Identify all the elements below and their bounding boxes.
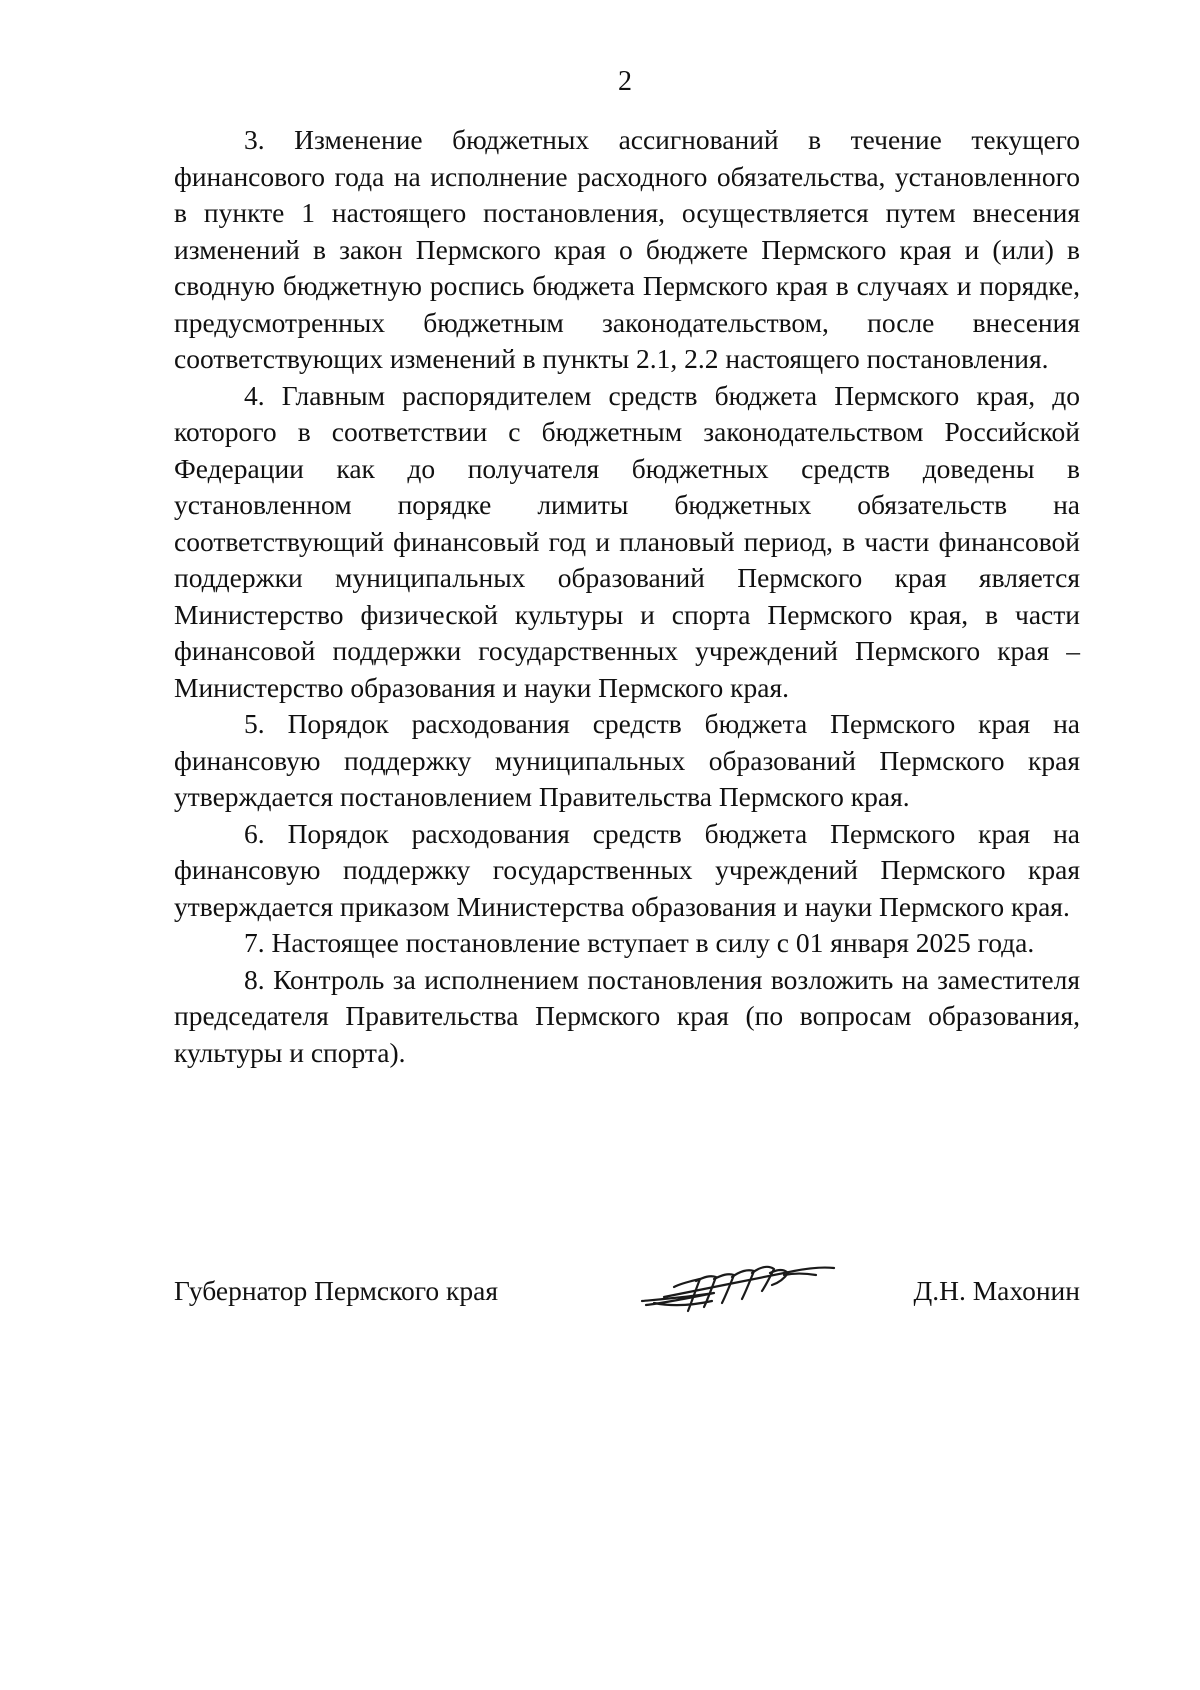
- document-body: [174, 122, 1080, 1071]
- signatory-title: Губернатор Пермского края: [174, 1275, 498, 1306]
- paragraph-7: 7. Настоящее постановление вступает в силу с 01 января 2025 года.: [244, 927, 1035, 958]
- signatory-name: Д.Н. Махонин: [913, 1275, 1080, 1306]
- paragraph-6: 6. Порядок расходования средств бюджета Пермского края на финансовую поддержку государственных учреждений Пермского края утверждается приказом Министерства образования и науки Пермского края.: [174, 817, 1080, 922]
- signature-block: [174, 1265, 1080, 1315]
- paragraph-4: 4. Главным распорядителем средств бюджета Пермского края, до которого в соответствии с бюджетным законодательством Российской Федерации как до получателя бюджетных средств доведены в установленном порядке лимиты бюджетных обязательств на соответствующий финансовый год и плановый период, в части финансовой поддержки муниципальных образований Пермского края является Министерство физической культуры и спорта Пермского края, в части финансовой поддержки государственных учреждений Пермского края – Министерство образования и науки Пермского края.: [174, 379, 1080, 703]
- paragraph-5: 5. Порядок расходования средств бюджета Пермского края на финансовую поддержку муниципальных образований Пермского края утверждается постановлением Правительства Пермского края.: [174, 708, 1080, 812]
- page-number: 2: [618, 66, 632, 97]
- handwritten-signature-icon: [634, 1253, 844, 1323]
- paragraph-3: 3. Изменение бюджетных ассигнований в течение текущего финансового года на исполнение расходного обязательства, установленного в пункте 1 настоящего постановления, осуществляется путем внесения изменений в закон Пермского края о бюджете Пермского края и (или) в сводную бюджетную роспись бюджета Пермского края в случаях и порядке, предусмотренных бюджетным законодательством, после внесения соответствующих изменений в пункты 2.1, 2.2 настоящего постановления.: [174, 124, 1080, 374]
- paragraph-8: 8. Контроль за исполнением постановления возложить на заместителя председателя Правительства Пермского края (по вопросам образования, культуры и спорта).: [174, 963, 1080, 1068]
